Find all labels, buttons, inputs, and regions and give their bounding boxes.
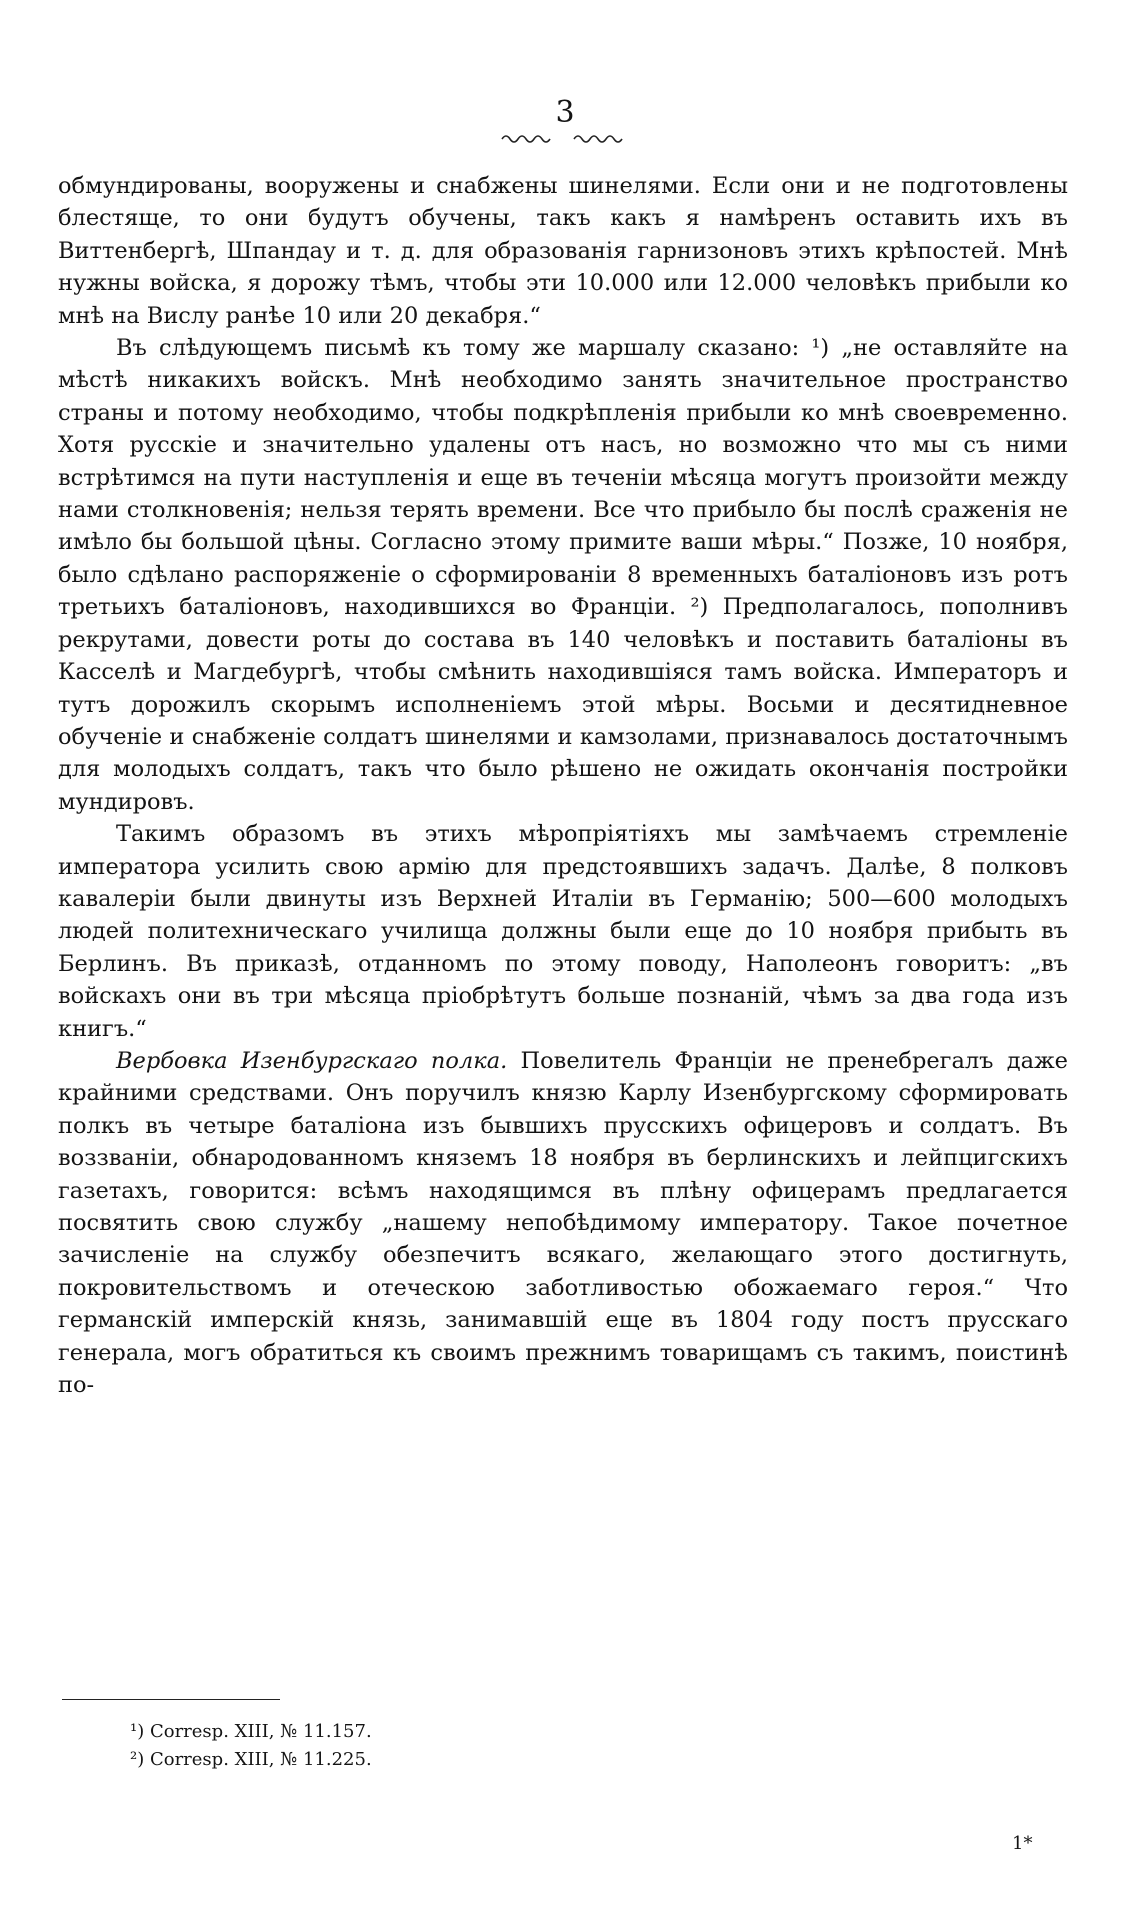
main-text [58,170,1068,1401]
paragraph-4 [58,1045,1068,1401]
printer-signature-mark: 1* [1012,1833,1033,1854]
paragraph-4-text: Повелитель Франціи не пренебрегалъ даже крайними средствами. Онъ поручилъ князю Карлу Изенбургскому сформировать полкъ въ четыре баталіона изъ бывшихъ прусскихъ офицеровъ и солдатъ. Въ воззваніи, обнародованномъ княземъ 18 ноября въ берлинскихъ и лейпцигскихъ газетахъ, говорится: всѣмъ находящимся въ плѣну офицерамъ предлагается посвятить свою службу „нашему непобѣдимому императору. Такое почетное зачисленіе на службу обезпечитъ всякаго, желающаго этого достигнуть, покровительствомъ и отеческою заботливостью обожаемаго героя.“ Что германскій имперскій князь, занимавшій еще въ 1804 году постъ прусскаго генерала, могъ обратиться къ своимъ прежнимъ товарищамъ съ такимъ, поистинѣ по- [58,1047,1068,1399]
page-number-ornament [500,130,630,146]
page-number: 3 [555,95,575,130]
footnote-1: ¹) Corresp. XIII, № 11.157. [130,1721,372,1742]
paragraph-1: обмундированы, вооружены и снабжены шинелями. Если они и не подготовлены блестяще, то они будутъ обучены, такъ какъ я намѣренъ оставить ихъ въ Виттенбергѣ, Шпандау и т. д. для образованія гарнизоновъ этихъ крѣпостей. Мнѣ нужны войска, я дорожу тѣмъ, чтобы эти 10.000 или 12.000 человѣкъ прибыли ко мнѣ на Вислу ранѣе 10 или 20 декабря.“ [58,173,1068,329]
footnote-2: ²) Corresp. XIII, № 11.225. [130,1749,372,1770]
paragraph-2: Въ слѣдующемъ письмѣ къ тому же маршалу сказано: ¹) „не оставляйте на мѣстѣ никакихъ войскъ. Мнѣ необходимо занять значительное пространство страны и потому необходимо, чтобы подкрѣпленія прибыли ко мнѣ своевременно. Хотя русскіе и значительно удалены отъ насъ, но возможно что мы съ ними встрѣтимся на пути наступленія и еще въ теченіи мѣсяца могутъ произойти между нами столкновенія; нельзя терять времени. Все что прибыло бы послѣ сраженія не имѣло бы большой цѣны. Согласно этому примите ваши мѣры.“ Позже, 10 ноября, было сдѣлано распоряженіе о сформированіи 8 временныхъ баталіоновъ изъ ротъ третьихъ баталіоновъ, находившихся во Франціи. ²) Предполагалось, пополнивъ рекрутами, довести роты до состава въ 140 человѣкъ и поставить баталіоны въ Касселѣ и Магдебургѣ, чтобы смѣнить находившіяся тамъ войска. Императоръ и тутъ дорожилъ скорымъ исполненіемъ этой мѣры. Восьми и десятидневное обученіе и снабженіе солдатъ шинелями и камзолами, признавалось достаточнымъ для молодыхъ солдатъ, такъ что было рѣшено не ожидать окончанія постройки мундировъ. [58,335,1068,815]
paragraph-3: Такимъ образомъ въ этихъ мѣропріятіяхъ мы замѣчаемъ стремленіе императора усилить свою армію для предстоявшихъ задачъ. Далѣе, 8 полковъ кавалеріи были двинуты изъ Верхней Италіи въ Германію; 500—600 молодыхъ людей политехническаго училища должны были еще до 10 ноября прибыть въ Берлинъ. Въ приказѣ, отданномъ по этому поводу, Наполеонъ говоритъ: „въ войскахъ они въ три мѣсяца пріобрѣтутъ больше познаній, чѣмъ за два года изъ книгъ.“ [58,821,1068,1042]
footnotes [130,1718,630,1774]
footnote-divider [62,1699,280,1700]
section-run-in-heading: Вербовка Изенбургскаго полка. [116,1047,508,1074]
